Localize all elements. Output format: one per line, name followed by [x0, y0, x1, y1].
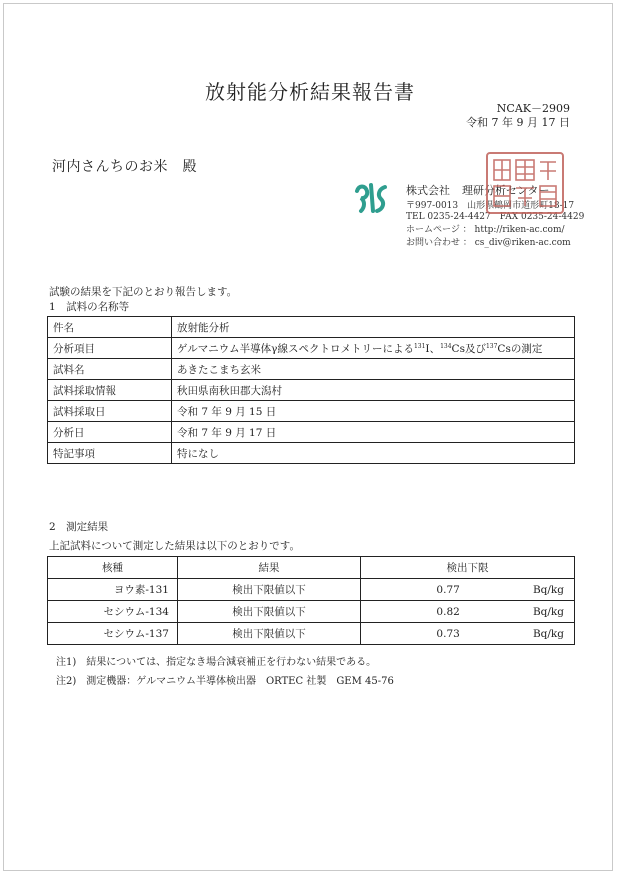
- nuclide-cell: ヨウ素-131: [48, 579, 178, 601]
- isotope-text: Cs及び: [451, 342, 486, 355]
- table-row: [48, 422, 575, 443]
- row-label: 件名: [48, 317, 172, 338]
- isotope-text: I、: [425, 342, 441, 355]
- limit-unit: Bq/kg: [480, 579, 575, 601]
- row-label: 試料名: [48, 359, 172, 380]
- section2-heading: 2 測定結果: [49, 521, 109, 533]
- table-row: [48, 443, 575, 464]
- section2-description: 上記試料について測定した結果は以下のとおりです。: [49, 540, 300, 552]
- table-header-row: [48, 557, 575, 579]
- company-email[interactable]: お問い合わせ ： cs_div@riken-ac.com: [406, 238, 571, 248]
- section1-heading: 1 試料の名称等: [49, 301, 130, 313]
- nuclide-cell: セシウム-134: [48, 601, 178, 623]
- company-logo-icon: [353, 181, 389, 215]
- column-header-nuclide: 核種: [48, 557, 178, 579]
- company-type: 株式会社: [406, 184, 450, 197]
- table-row: [48, 359, 575, 380]
- limit-unit: Bq/kg: [480, 601, 575, 623]
- results-table: [47, 556, 575, 645]
- row-label: 試料採取情報: [48, 380, 172, 401]
- company-tel-fax: TEL 0235-24-4427 FAX 0235-24-4429: [406, 212, 585, 222]
- isotope-mass: 137: [485, 342, 498, 350]
- result-cell: 検出下限値以下: [177, 601, 360, 623]
- table-row: [48, 623, 575, 645]
- sample-info-table: [47, 316, 575, 464]
- recipient-name: 河内さんちのお米 殿: [52, 159, 197, 175]
- result-cell: 検出下限値以下: [177, 623, 360, 645]
- row-value: 令和 7 年 9 月 15 日: [172, 401, 575, 422]
- table-row: [48, 579, 575, 601]
- limit-value: 0.82: [361, 601, 480, 623]
- isotope-mass: 134: [440, 342, 452, 350]
- note-2: 注2) 測定機器：ゲルマニウム半導体検出器 ORTEC 社製 GEM 45-76: [56, 676, 394, 687]
- note-1: 注1) 結果については、指定なき場合減衰補正を行わない結果である。: [56, 657, 377, 668]
- row-label: 特記事項: [48, 443, 172, 464]
- table-row: [48, 601, 575, 623]
- row-value: 令和 7 年 9 月 17 日: [172, 422, 575, 443]
- row-label: 分析日: [48, 422, 172, 443]
- row-value: 特になし: [172, 443, 575, 464]
- column-header-result: 結果: [177, 557, 360, 579]
- row-label: 分析項目: [48, 338, 172, 359]
- document-date: 令和 7 年 9 月 17 日: [466, 116, 570, 129]
- row-value: あきたこまち玄米: [172, 359, 575, 380]
- row-label: 試料採取日: [48, 401, 172, 422]
- document-title: 放射能分析結果報告書: [205, 80, 415, 104]
- row-value: 放射能分析: [172, 317, 575, 338]
- company-website[interactable]: ホームページ ： http://riken-ac.com/: [406, 225, 565, 235]
- document-number: NCAK－2909: [496, 102, 570, 115]
- company-name: 理研分析センター: [462, 184, 550, 197]
- isotope-mass: 131: [413, 342, 426, 350]
- company-seal-stamp: [486, 152, 564, 214]
- limit-value: 0.73: [361, 623, 480, 645]
- table-row: [48, 401, 575, 422]
- nuclide-cell: セシウム-137: [48, 623, 178, 645]
- table-row: [48, 317, 575, 338]
- limit-unit: Bq/kg: [480, 623, 575, 645]
- row-value: [172, 338, 575, 359]
- row-value: 秋田県南秋田郡大潟村: [172, 380, 575, 401]
- isotope-text: Csの測定: [497, 342, 543, 355]
- column-header-limit: 検出下限: [361, 557, 575, 579]
- table-row: [48, 338, 575, 359]
- result-cell: 検出下限値以下: [177, 579, 360, 601]
- limit-value: 0.77: [361, 579, 480, 601]
- intro-text: 試験の結果を下記のとおり報告します。: [49, 286, 238, 298]
- table-row: [48, 380, 575, 401]
- company-address: 〒997-0013 山形県鶴岡市道形町18-17: [406, 201, 575, 211]
- analysis-text: ゲルマニウム半導体γ線スペクトロメトリーによる: [177, 342, 414, 355]
